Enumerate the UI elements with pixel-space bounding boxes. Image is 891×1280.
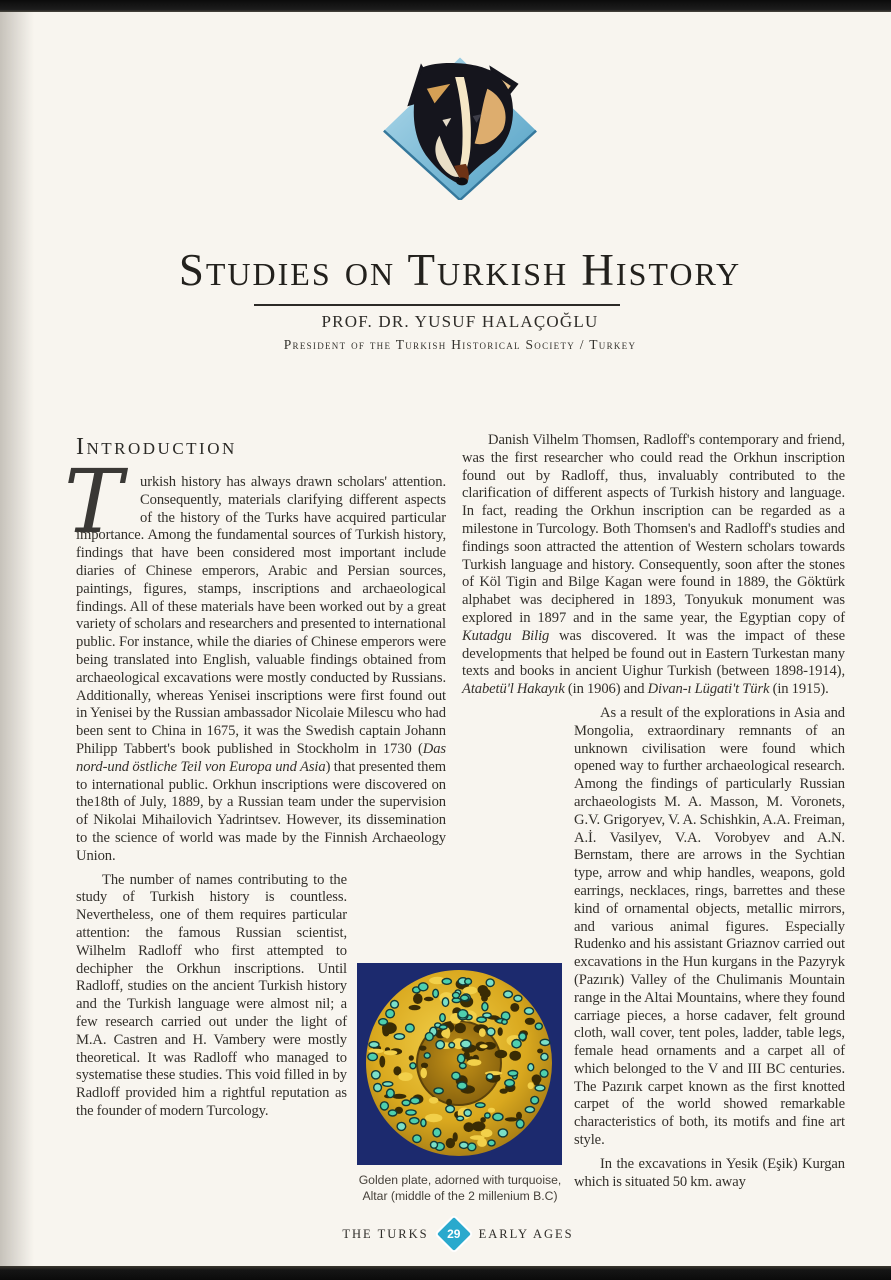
page-footer [0,1222,891,1246]
page-number-badge [437,1217,471,1251]
dropcap-letter: T [64,450,123,553]
figure-caption [340,1172,580,1204]
paragraph-text: In the excavations in Yesik (Eşik) Kurgan which is situated 50 km. away [574,1155,845,1190]
paragraph-1-right [462,432,845,699]
page-number: 29 [446,1226,461,1241]
caption-line-1: Golden plate, adorned with turquoise, [358,1173,562,1187]
caption-line-2: Altar (middle of the 2 millenium B.C) [362,1189,558,1203]
footer-left-label: THE TURKS [342,1226,429,1241]
author-name: PROF. DR. YUSUF HALAÇOĞLU [321,312,599,331]
wolf-emblem-logo [372,38,548,200]
paragraph-text: As a result of the explorations in Asia and Mongolia, extraordinary remnants of an unknown civilisation were found which opened way to further archaeological research. Among the findings of particularly Russian archaeologists M. A. Masson, M. Voronets, G.V. Grigoryev, V. A. Schishkin, A.A. Freiman, A.İ. Vasilyev, V.A. Vorobyev and A.N. Bernstam, there are arrows in the Sychtian type, arrow and whip handles, weapons, gold earrings, necklaces, rings, barrettes and these kind of ornamental objects, metallic mirrors, and various animal figures. Especially Rudenko and his assistant Griaznov carried out excavations in the Hun kurgans in the Pazyryk (Pazırık) Valley of the Chulimanis Mountain range in the Altai Mountains, where they found carriage pieces, a horse cadaver, felt ground cloth, wall cover, tent poles, ladder, table legs, female head ornaments and a carpet all of which belonged to the V and III BC centuries. The Pazırık carpet known as the first knotted carpet of the world showed remarkable characteristics of both, its motifs and fine art style. [574,704,845,1149]
page-title: Studies on Turkish History [178,245,742,295]
paragraph-text: The number of names contributing to the study of Turkish history is countless. Nevertheless, one of them requires particular attention: the famous Russian scientist, Wilhelm Radloff who first attempted to dechipher the Orkhun inscriptions. Until Radloff, studies on the ancient Turkish history and the Turkish language were almost nil; a few research carried out under the light of M.A. Castren and H. Vambery were mostly theoretical. It was Radloff who managed to systematise these studies. This void filled in by Radloff provided him a rightful reputation as the founder of modern Turcology. [76,871,347,1119]
scan-edge-top [0,0,891,12]
title-divider-rule [254,304,620,306]
book-spine-shadow [0,0,34,1280]
scan-edge-bottom [0,1266,891,1280]
paragraph-text: urkish history has always drawn scholars' attention. Consequently, materials clarifying different aspects of the history of the Turks have acquired particular importance. Among the fundamental sources of Turkish history, findings that have been considered most important include diaries of Chinese emperors, Arabic and Persian sources, paintings, figures, stamps, inscriptions and archaeological findings. All of these materials have been worked out by a great variety of scholars and researchers and presented to international public. For instance, while the diaries of Chinese emperors were being translated into English, valuable findings obtained from archaeological excavations were mostly conducted by Russians. Additionally, whereas Yenisei inscriptions were first found out in Yenisei by the Russian ambassador Nicolaie Milescu who had been sent to China in 1675, it was the Swedish captain Johann Philipp Tabbert's book published in Stockholm in 1730 (Das nord-und östliche Teil von Europa und Asia) that presented them to international public. Orkhun inscriptions were discovered on the18th of July, 1889, by a Russian team under the supervision of Nikolai Mihailovich Yadrintsev. However, its dissemination to the science of world was made by the Finnish Archaeology Union. [76,474,446,864]
paragraph-1-left [64,450,446,866]
section-heading-introduction: Introduction [76,434,237,460]
golden-plate-photo [357,963,562,1165]
paragraph-text: Danish Vilhelm Thomsen, Radloff's contemporary and friend, was the first researcher who could read the Orkhun inscription found out by Radloff, thus, invaluably contributed to the clarification of different aspects of Turkish history and language. In fact, reading the Orkhun inscription can be regarded as a milestone in Turcology. Both Thomsen's and Radloff's studies and findings soon attracted the attention of Western scholars towards Turkish language and history. Consequently, soon after the stones of Köl Tigin and Bilge Kagan were found in 1889, the Göktürk alphabet was deciphered in 1893, Tonyukuk monument was explored in 1897 and in the same year, the Egyptian copy of Kutadgu Bilig was discovered. It was the impact of these developments that helped be found out in Eastern Turkestan many texts and books in ancient Uighur Turkish (between 1898-1914), Atabetü'l Hakayık (in 1906) and Divan-ı Lügati't Türk (in 1915). [462,432,845,698]
author-affiliation: President of the Turkish Historical Society / Turkey [283,337,637,352]
footer-right-label: EARLY AGES [478,1226,574,1241]
